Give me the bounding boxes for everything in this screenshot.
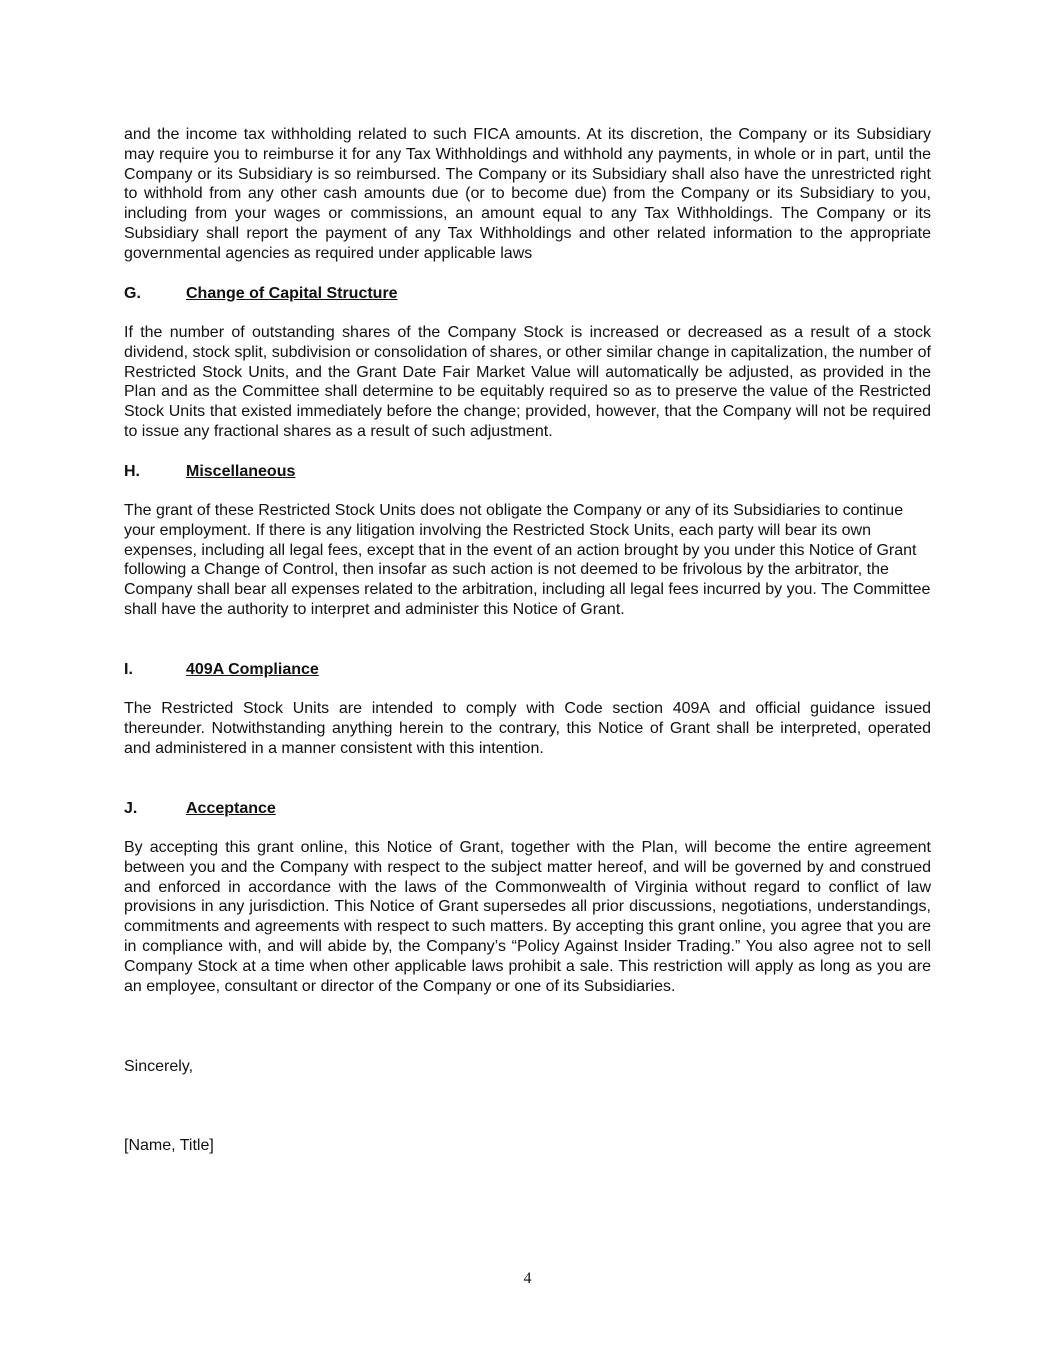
- section-letter: G.: [124, 285, 141, 302]
- section-letter: H.: [124, 463, 140, 480]
- section-title: Change of Capital Structure: [186, 285, 398, 302]
- page-number: 4: [523, 1270, 532, 1287]
- section-body-g: If the number of outstanding shares of the Company Stock is increased or decreased as a result of a stock dividend, stock split, subdivision or consolidation of shares, or other similar change in capitalization, the number of Restricted Stock Units, and the Grant Date Fair Market Value will automatically be adjusted, as provided in the Plan and as the Committee shall determine to be equitably required so as to preserve the value of the Restricted Stock Units that existed immediately before the change; provided, however, that the Company will not be required to issue any fractional shares as a result of such adjustment.: [124, 324, 931, 440]
- section-letter: J.: [124, 800, 138, 817]
- section-title: Acceptance: [186, 800, 276, 817]
- intro-paragraph: and the income tax withholding related to such FICA amounts. At its discretion, the Company or its Subsidiary may require you to reimburse it for any Tax Withholdings and withhold any payments, in whole or in part, until the Company or its Subsidiary is so reimbursed. The Company or its Subsidiary shall also have the unrestricted right to withhold from any other cash amounts due (or to become due) from the Company or its Subsidiary to you, including from your wages or commissions, an amount equal to any Tax Withholdings. The Company or its Subsidiary shall report the payment of any Tax Withholdings and other related information to the appropriate governmental agencies as required under applicable laws: [124, 126, 931, 262]
- closing-salutation: Sincerely,: [124, 1058, 194, 1075]
- signature-placeholder: [Name, Title]: [124, 1137, 214, 1154]
- section-heading-i: [124, 660, 319, 680]
- section-title: 409A Compliance: [186, 661, 319, 678]
- section-title: Miscellaneous: [186, 463, 296, 480]
- section-heading-j: [124, 799, 276, 819]
- section-body-i: The Restricted Stock Units are intended to comply with Code section 409A and official guidance issued thereunder. Notwithstanding anything herein to the contrary, this Notice of Grant shall be interpreted, operated and administered in a manner consistent with this intention.: [124, 700, 931, 757]
- section-body-j: By accepting this grant online, this Notice of Grant, together with the Plan, will become the entire agreement between you and the Company with respect to the subject matter hereof, and will be governed by and construed and enforced in accordance with the laws of the Commonwealth of Virginia without regard to conflict of law provisions in any jurisdiction. This Notice of Grant supersedes all prior discussions, negotiations, understandings, commitments and agreements with respect to such matters. By accepting this grant online, you agree that you are in compliance with, and will abide by, the Company’s “Policy Against Insider Trading.” You also agree not to sell Company Stock at a time when other applicable laws prohibit a sale. This restriction will apply as long as you are an employee, consultant or director of the Company or one of its Subsidiaries.: [124, 839, 931, 995]
- section-letter: I.: [124, 661, 133, 678]
- section-heading-g: [124, 284, 398, 304]
- section-heading-h: [124, 462, 295, 482]
- section-body-h: The grant of these Restricted Stock Units does not obligate the Company or any of its Subsidiaries to continue your employment. If there is any litigation involving the Restricted Stock Units, each party will bear its own expenses, including all legal fees, except that in the event of an action brought by you under this Notice of Grant following a Change of Control, then insofar as such action is not deemed to be frivolous by the arbitrator, the Company shall bear all expenses related to the arbitration, including all legal fees incurred by you. The Committee shall have the authority to interpret and administer this Notice of Grant.: [124, 502, 931, 618]
